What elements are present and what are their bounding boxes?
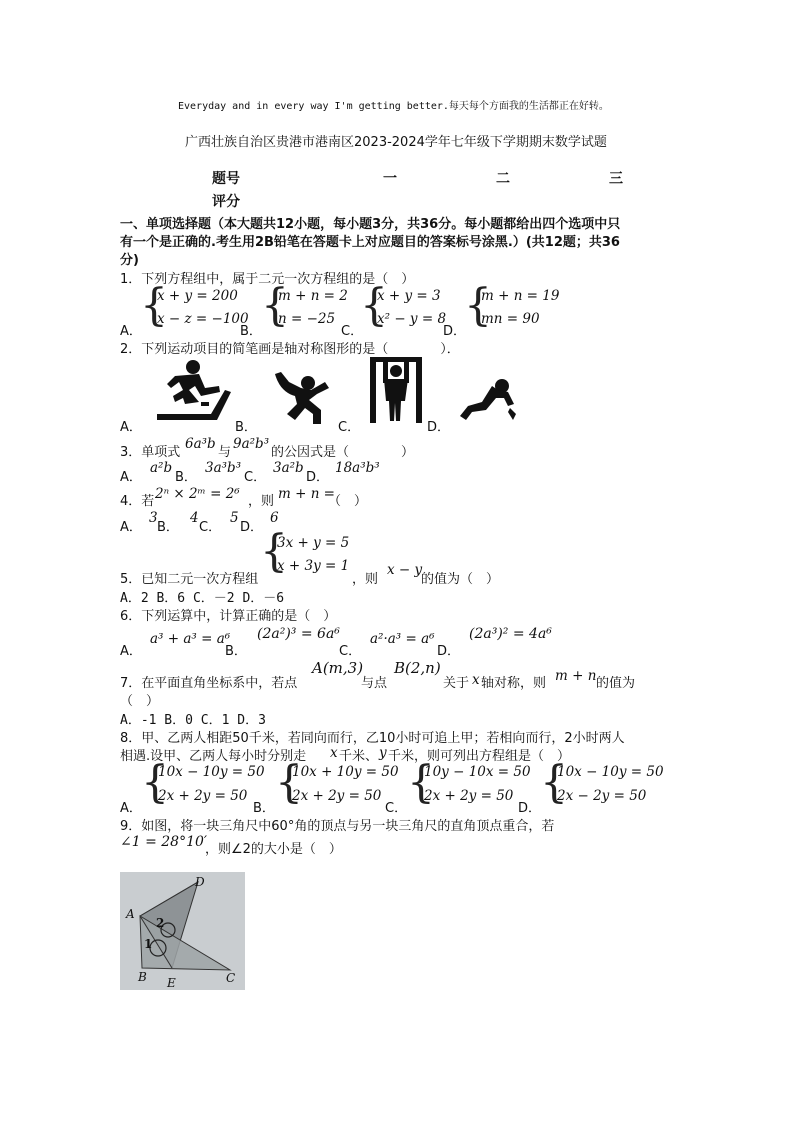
q4-stem-a: 4．若 — [120, 494, 155, 509]
q9-line2: ，则∠2的大小是（ ） — [205, 842, 342, 857]
q3-monomial-2: 9a²b³ — [233, 436, 270, 452]
q1-label-b: B． — [240, 324, 262, 339]
q1-d-brace: { — [464, 280, 492, 331]
q4-label-d: D． — [240, 520, 264, 535]
triangle-ruler-figure — [120, 872, 245, 990]
q7-stem-e: 的值为 — [596, 676, 636, 691]
q7-axis: x — [472, 672, 480, 688]
score-table-col1: 一 — [383, 171, 397, 187]
q8-line1: 8．甲、乙两人相距50千米，若同向而行，乙10小时可追上甲；若相向而行，2小时两人 — [120, 731, 625, 746]
q7-stem-c: 关于 — [443, 676, 470, 691]
figure-angle-1: 1 — [144, 937, 153, 951]
section-heading-line2: 有一个是正确的.考生用2B铅笔在答题卡上对应题目的答案标号涂黑.）(共12题；共36 — [120, 235, 620, 250]
q2-label-a: A． — [120, 420, 142, 435]
q8-a-brace: { — [141, 757, 169, 808]
q8-b-brace: { — [275, 757, 303, 808]
falling-person-icon — [273, 370, 331, 426]
exam-title: 广西壮族自治区贵港市港南区2023-2024学年七年级下学期期末数学试题 — [185, 135, 607, 150]
q2-stem: 2．下列运动项目的简笔画是轴对称图形的是（ ）． — [120, 342, 460, 357]
q3-label-b: B． — [175, 470, 197, 485]
q4-label-a: A． — [120, 520, 142, 535]
section-heading-line3: 分) — [120, 253, 139, 268]
q5-expression: x − y — [387, 562, 423, 578]
q1-label-d: D． — [443, 324, 467, 339]
q1-b-eq2: n = −25 — [278, 311, 336, 327]
q8-label-d: D． — [518, 801, 542, 816]
figure-label-a: A — [126, 907, 135, 921]
q6-option-d: (2a³)² = 4a⁶ — [469, 626, 552, 642]
q7-stem-a: 7．在平面直角坐标系中，若点 — [120, 676, 298, 691]
q1-c-eq1: x + y = 3 — [377, 288, 441, 304]
score-table-row1-label: 题号 — [212, 171, 240, 187]
q3-label-c: C． — [244, 470, 267, 485]
q1-label-a: A． — [120, 324, 142, 339]
figure-label-e: E — [167, 976, 176, 990]
q8-label-a: A． — [120, 801, 142, 816]
q1-a-brace: { — [140, 280, 168, 331]
q1-a-eq2: x − z = −100 — [157, 311, 249, 327]
q8-line2b: 千米、 — [339, 749, 379, 764]
q6-option-c: a²·a³ = a⁶ — [370, 631, 435, 647]
q9-angle: ∠1 = 28°10′ — [120, 834, 208, 850]
q2-label-c: C． — [338, 420, 361, 435]
q3-stem-b: 与 — [218, 445, 232, 460]
q3-monomial-1: 6a³b — [185, 436, 216, 452]
q8-var-x: x — [330, 745, 338, 761]
q8-d-eq1: 10x − 10y = 50 — [557, 764, 664, 780]
figure-label-c: C — [226, 971, 236, 985]
q1-d-eq2: mn = 90 — [481, 311, 540, 327]
figure-label-b: B — [138, 970, 147, 984]
q3-label-a: A． — [120, 470, 142, 485]
q8-d-eq2: 2x − 2y = 50 — [557, 788, 647, 804]
score-table-col2: 二 — [496, 171, 510, 187]
q2-label-b: B． — [235, 420, 257, 435]
q6-label-a: A． — [120, 644, 142, 659]
q7-stem-d: 轴对称，则 — [481, 676, 547, 691]
q7-point-b: B(2,n) — [394, 659, 441, 677]
q3-stem-c: 的公因式是（ ） — [271, 445, 415, 460]
q1-a-eq1: x + y = 200 — [157, 288, 238, 304]
q1-c-brace: { — [360, 280, 388, 331]
q5-options: A．2 B．6 C．－2 D．－6 — [120, 591, 285, 606]
q6-label-c: C． — [339, 644, 362, 659]
q1-b-brace: { — [261, 280, 289, 331]
q8-c-eq1: 10y − 10x = 50 — [424, 764, 531, 780]
q1-c-eq2: x² − y = 8 — [377, 311, 447, 327]
q1-d-eq1: m + n = 19 — [481, 288, 560, 304]
q4-stem-b: ，则 — [248, 494, 275, 509]
q6-stem: 6．下列运算中，计算正确的是（ ） — [120, 609, 337, 624]
q2-label-d: D． — [427, 420, 451, 435]
q4-label-c: C． — [199, 520, 222, 535]
q4-option-a: 3 — [149, 510, 158, 526]
q5-eq2: x + 3y = 1 — [277, 558, 350, 574]
q8-b-eq2: 2x + 2y = 50 — [292, 788, 382, 804]
q8-line2a: 相遇.设甲、乙两人每小时分别走 — [120, 749, 307, 764]
q3-option-c: 3a²b — [273, 460, 304, 476]
pull-up-icon — [370, 357, 422, 423]
q3-option-a: a²b — [150, 460, 173, 476]
header-motto: Everyday and in every way I'm getting better.每天每个方面我的生活都正在好转。 — [178, 101, 609, 112]
score-table-col3: 三 — [609, 171, 623, 187]
figure-angle-2: 2 — [156, 916, 165, 930]
q9-line1: 9．如图，将一块三角尺中60°角的顶点与另一块三角尺的直角顶点重合，若 — [120, 819, 555, 834]
q4-label-b: B． — [157, 520, 179, 535]
q1-b-eq1: m + n = 2 — [278, 288, 348, 304]
q8-b-eq1: 10x + 10y = 50 — [292, 764, 399, 780]
q4-option-d: 6 — [270, 510, 279, 526]
q3-label-d: D． — [306, 470, 330, 485]
q4-option-c: 5 — [230, 510, 239, 526]
q6-label-d: D． — [437, 644, 461, 659]
q4-expression-2: m + n = — [278, 486, 335, 502]
q8-var-y: y — [379, 745, 387, 761]
section-heading-line1: 一、单项选择题（本大题共12小题，每小题3分，共36分。每小题都给出四个选项中只 — [120, 217, 621, 232]
q8-c-brace: { — [407, 757, 435, 808]
q3-stem-a: 3．单项式 — [120, 445, 181, 460]
q3-option-b: 3a³b³ — [205, 460, 242, 476]
q3-option-d: 18a³b³ — [335, 460, 380, 476]
q4-option-b: 4 — [190, 510, 199, 526]
q8-a-eq2: 2x + 2y = 50 — [158, 788, 248, 804]
q5-eq1: 3x + y = 5 — [277, 535, 350, 551]
q4-stem-c: （ ） — [328, 494, 368, 509]
sit-up-icon — [458, 376, 520, 422]
q7-expression: m + n — [555, 668, 597, 684]
q7-stem-b: 与点 — [361, 676, 388, 691]
q5-stem-a: 5．已知二元一次方程组 — [120, 572, 259, 587]
q6-option-a: a³ + a³ = a⁶ — [150, 631, 231, 647]
q5-brace: { — [260, 526, 288, 577]
q8-a-eq1: 10x − 10y = 50 — [158, 764, 265, 780]
q5-stem-c: 的值为（ ） — [421, 572, 500, 587]
q1-label-c: C． — [341, 324, 364, 339]
q7-paren: （ ） — [120, 694, 160, 709]
treadmill-runner-icon — [155, 358, 231, 422]
q4-expression: 2ⁿ × 2ᵐ = 2⁶ — [155, 486, 240, 502]
q7-options: A．-1 B．0 C．1 D．3 — [120, 713, 266, 728]
q6-option-b: (2a²)³ = 6a⁶ — [257, 626, 340, 642]
q6-label-b: B． — [225, 644, 247, 659]
score-table-row2-label: 评分 — [212, 194, 240, 210]
q1-stem: 1．下列方程组中，属于二元一次方程组的是（ ） — [120, 272, 415, 287]
q8-label-c: C． — [385, 801, 408, 816]
q8-d-brace: { — [540, 757, 568, 808]
q8-label-b: B． — [253, 801, 275, 816]
q5-stem-b: ，则 — [352, 572, 379, 587]
figure-label-d: D — [195, 875, 205, 889]
q8-line2c: 千米，则可列出方程组是（ ） — [388, 749, 571, 764]
q7-point-a: A(m,3) — [312, 659, 364, 677]
q8-c-eq2: 2x + 2y = 50 — [424, 788, 514, 804]
